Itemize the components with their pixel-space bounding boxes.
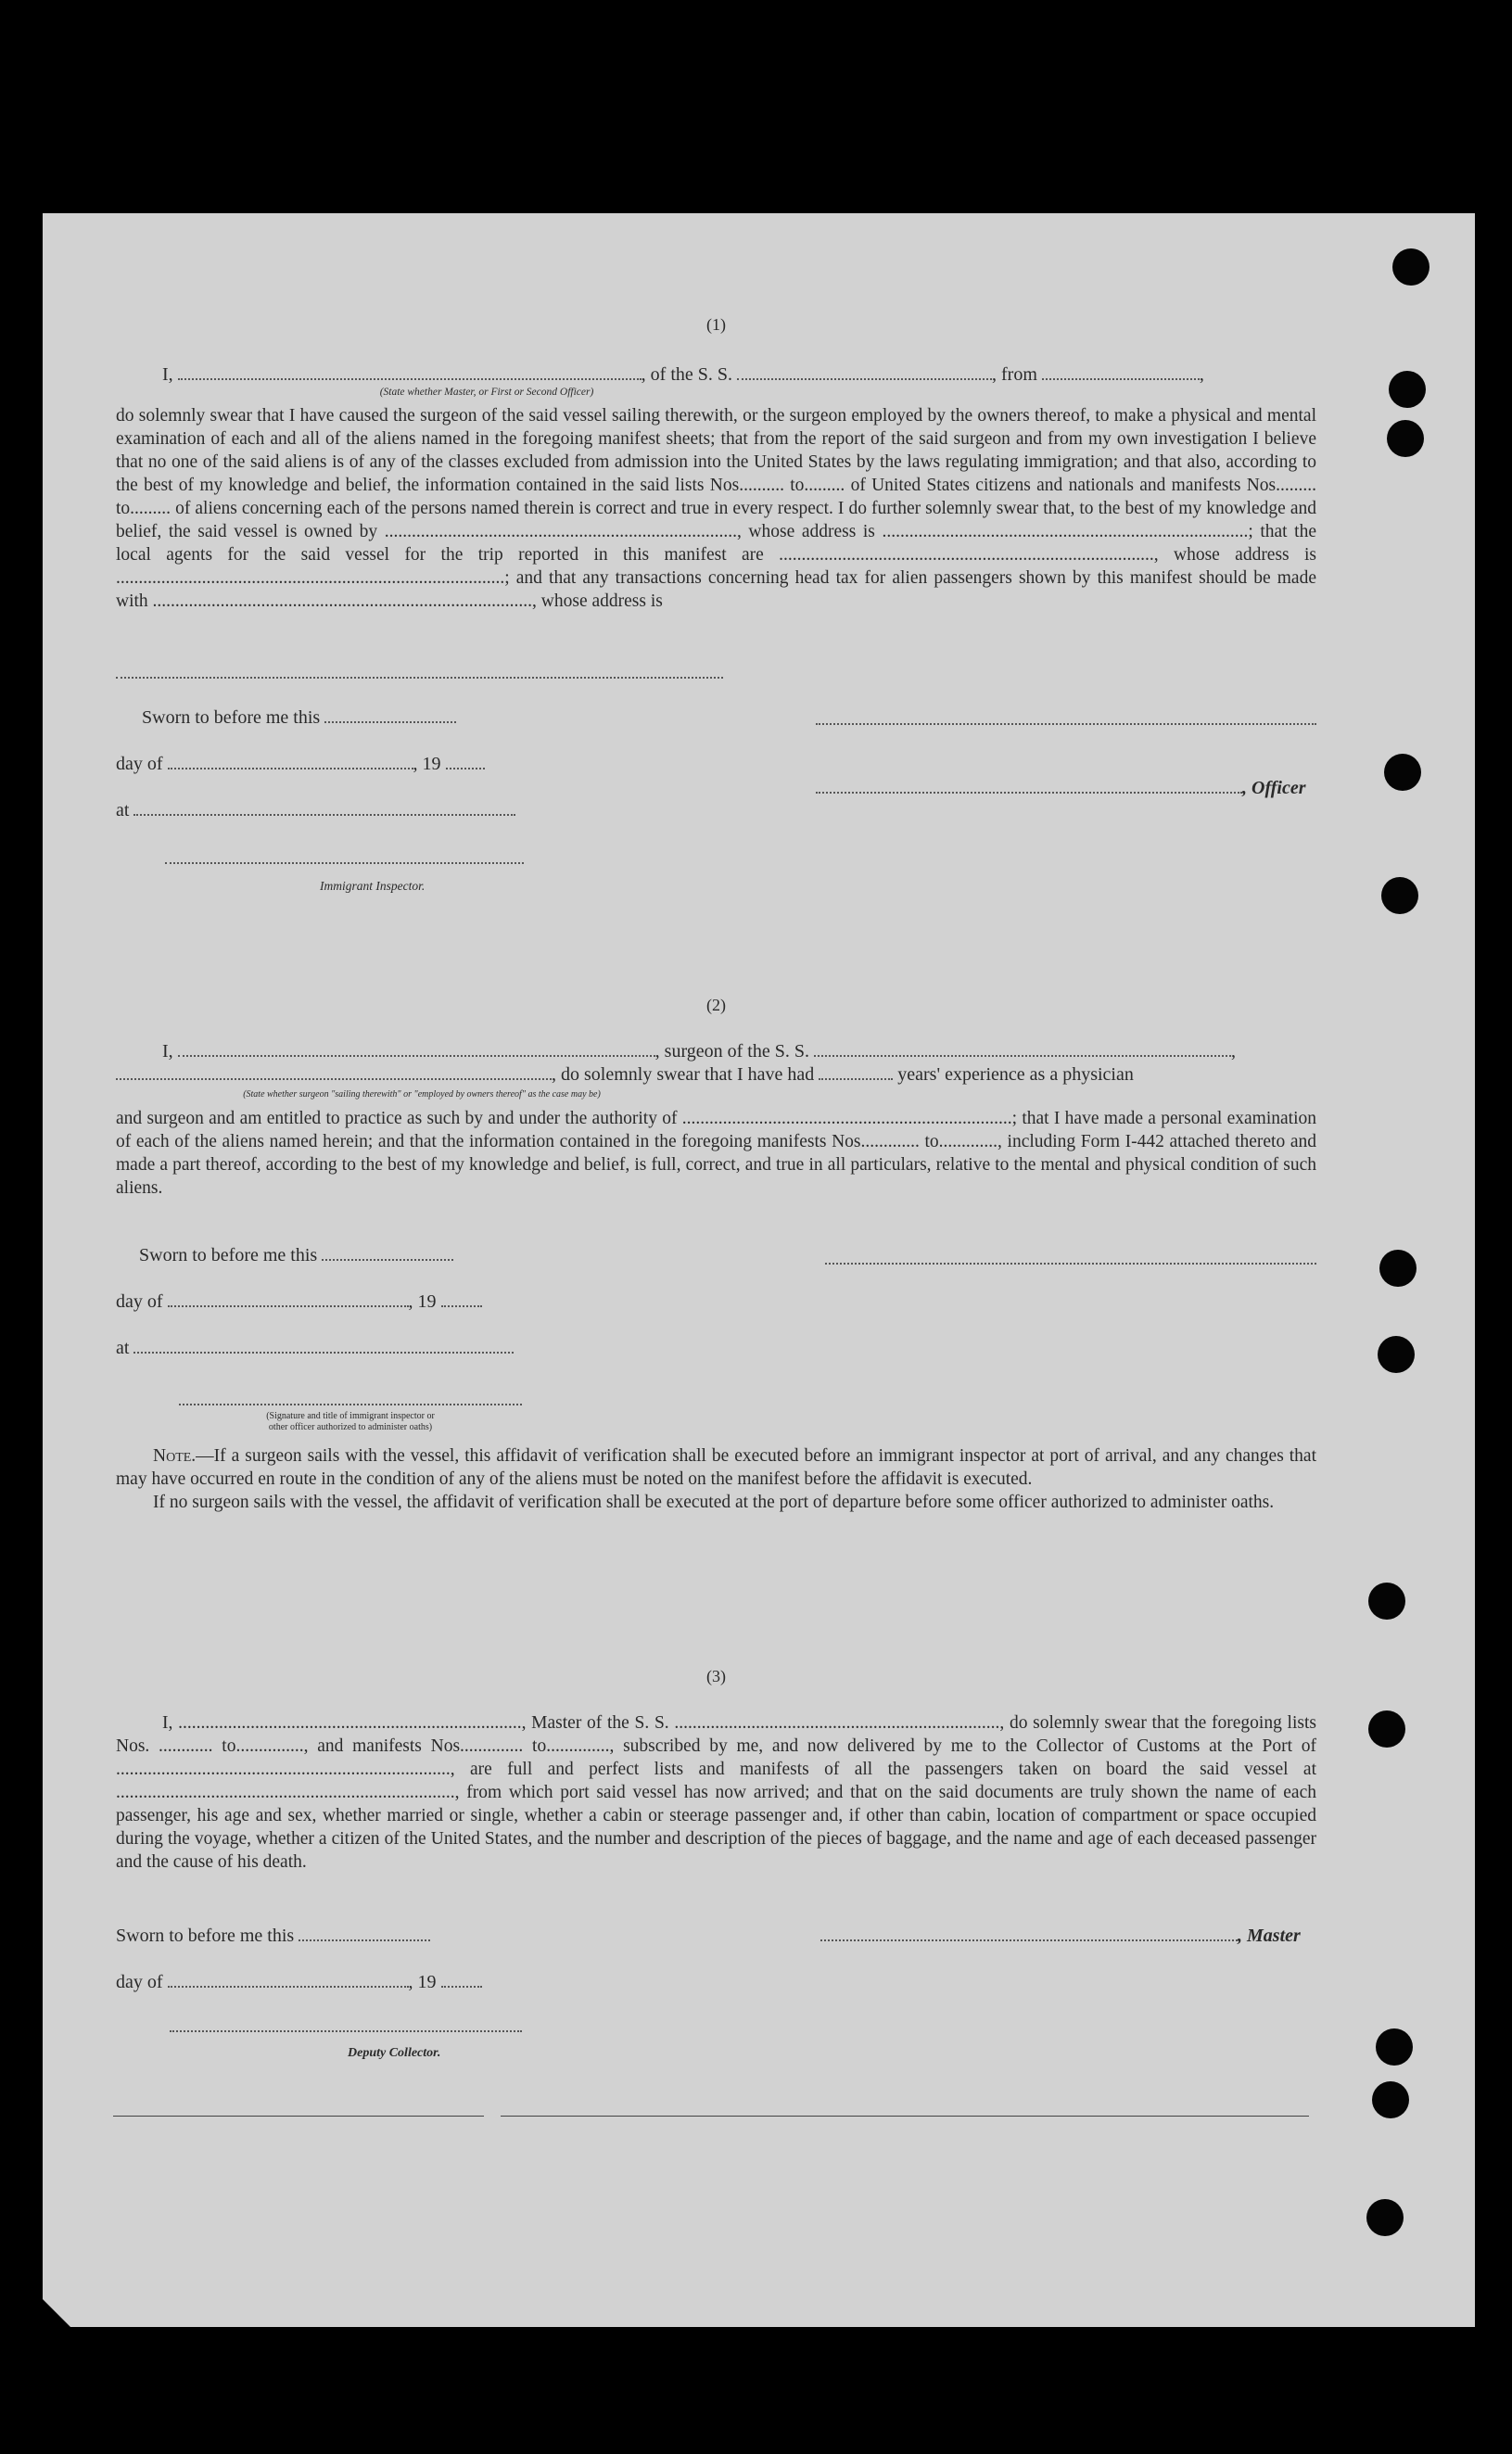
experience-line: , do solemnly swear that I have had years' experience as a physician (116, 1063, 1134, 1087)
collector-signature-line[interactable] (170, 2030, 522, 2032)
inspector-signature-line[interactable] (165, 862, 524, 864)
surgeon-status-field[interactable] (116, 1065, 552, 1080)
label-from: , from (992, 364, 1037, 385)
note-label: Note. (153, 1446, 197, 1466)
sworn-line: Sworn to before me this (116, 1925, 430, 1948)
at-line: at (116, 1337, 514, 1360)
at-line: at (116, 799, 515, 822)
day-line: day of , 19 (116, 753, 485, 776)
punch-hole (1378, 1336, 1415, 1373)
officer-line: , Officer (816, 777, 1306, 800)
field-caption: (State whether surgeon "sailing therewith" or "employed by owners thereof" as the case may be) (243, 1089, 601, 1100)
punch-hole (1368, 1710, 1405, 1748)
master-line: I, , of the S. S. , from , (162, 364, 1204, 385)
field-caption: (State whether Master, or First or Second Officer) (379, 387, 594, 398)
month-field[interactable] (168, 755, 413, 769)
bottom-rule-right (501, 2116, 1309, 2117)
day-line: day of , 19 (116, 1971, 482, 1994)
section-number: (3) (706, 1667, 726, 1685)
bottom-rule-left (113, 2116, 484, 2117)
surgeon-signature-line[interactable] (825, 1263, 1316, 1265)
month-field[interactable] (168, 1292, 409, 1307)
officer-signature-line[interactable] (816, 723, 1316, 725)
punch-hole (1376, 2028, 1413, 2066)
signature-caption: (Signature and title of immigrant inspector or other officer authorized to administer oaths) (266, 1411, 435, 1432)
officer-field[interactable] (816, 779, 1242, 794)
punch-hole (1379, 1250, 1417, 1287)
punch-hole (1384, 754, 1421, 791)
punch-hole (1389, 371, 1426, 408)
inspector-signature-line[interactable] (179, 1404, 522, 1405)
month-field[interactable] (168, 1973, 409, 1988)
from-field[interactable] (1042, 365, 1200, 380)
oath-paragraph: do solemnly swear that I have caused the surgeon of the said vessel sailing therewith, or the surgeon employed by the owners thereof, to make a physical and mental examination of each and all of the aliens named in the foregoing manifest sheets; that from the report of the said surgeon and from my own investigation I believe that no one of the said aliens is of any of the classes excluded from admission into the United States by the laws regulating immigration; and that also, according to the best of my knowledge and belief, the information contained in the said lists Nos.......... to......... of United States citizens and nationals and manifests Nos......... to......... of aliens concerning each of the persons named therein is correct and true in every respect. I do further solemnly swear that, to the best of my knowledge and belief, the said vessel is owned by .............................................................................., whose address is .................................................................................; that the local agents for the said vessel for the trip reported in this manifest are ..................................................................................., whose address is ......................................................................................; and that any transactions concerning head tax for alien passengers shown by this manifest should be made with ...................................................................................., whose address is (116, 406, 1316, 611)
punch-hole (1381, 877, 1418, 914)
label-i: I, (162, 364, 173, 385)
at-field[interactable] (133, 801, 515, 816)
inspector-caption: Immigrant Inspector. (320, 879, 426, 893)
surgeon-ship-field[interactable] (814, 1042, 1231, 1057)
sworn-day-field[interactable] (324, 708, 456, 723)
master-paragraph: I, ............................................................................, Master of the S. S. ........................................................................, do solemnly swear that the foregoing lists Nos. ............ to..............., and manifests Nos.............. to.............., subscribed by me, and now delivered by me to the Collector of Customs at the Port of .........................................................................., are full and perfect lists and manifests of all the passengers taken on board the said vessel at ..........................................................................., from which port said vessel has now arrived; and that on the said documents are truly shown the name of each passenger, his age and sex, whether married or single, whether a cabin or steerage passenger and, if other than cabin, location of compartment or space occupied during the voyage, whether a citizen of the United States, and the number and description of the pieces of baggage, and the name and age of each deceased passenger and the cause of his death. (116, 1713, 1316, 1872)
year-field[interactable] (441, 1973, 482, 1988)
at-field[interactable] (133, 1339, 514, 1354)
surgeon-paragraph: and surgeon and am entitled to practice as such by and under the authority of .........................................................................; that I have made a personal examination of each of the aliens named herein; and that the information contained in the foregoing manifests Nos............. to............., including Form I-442 attached thereto and made a part thereof, according to the best of my knowledge and belief, is full, correct, and true in all particulars, relative to the mental and physical condition of such aliens. (116, 1109, 1316, 1198)
punch-hole (1366, 2199, 1404, 2236)
punch-hole (1372, 2081, 1409, 2118)
year-field[interactable] (441, 1292, 482, 1307)
punch-hole (1368, 1583, 1405, 1620)
day-line: day of , 19 (116, 1291, 482, 1314)
sworn-day-field[interactable] (299, 1926, 430, 1941)
punch-hole (1387, 420, 1424, 457)
section-number: (2) (706, 996, 726, 1014)
collector-caption: Deputy Collector. (348, 2046, 441, 2060)
label-ship: , of the S. S. (641, 364, 733, 385)
surgeon-line: I, , surgeon of the S. S. , (162, 1041, 1236, 1062)
ship-field[interactable] (737, 365, 992, 380)
master-field[interactable] (820, 1926, 1238, 1941)
sworn-line: Sworn to before me this (142, 706, 456, 730)
section-number: (1) (706, 315, 726, 334)
master-signature-line: , Master (820, 1925, 1301, 1948)
punch-hole (1392, 248, 1429, 286)
year-field[interactable] (446, 755, 485, 769)
sworn-day-field[interactable] (322, 1246, 453, 1261)
note-paragraph: Note.—If a surgeon sails with the vessel, this affidavit of verification shall be executed before an immigrant inspector at port of arrival, and any changes that may have occurred en route in the condition of any of the aliens must be noted on the manifest before the affidavit is executed. If no surgeon sails with the vessel, the affidavit of verification shall be executed at the port of departure before some officer authorized to administer oaths. (116, 1446, 1316, 1512)
address-field[interactable] (116, 677, 723, 679)
surgeon-name-field[interactable] (178, 1042, 655, 1057)
years-field[interactable] (819, 1065, 893, 1080)
name-field[interactable] (178, 365, 642, 380)
sworn-line: Sworn to before me this (139, 1244, 453, 1267)
